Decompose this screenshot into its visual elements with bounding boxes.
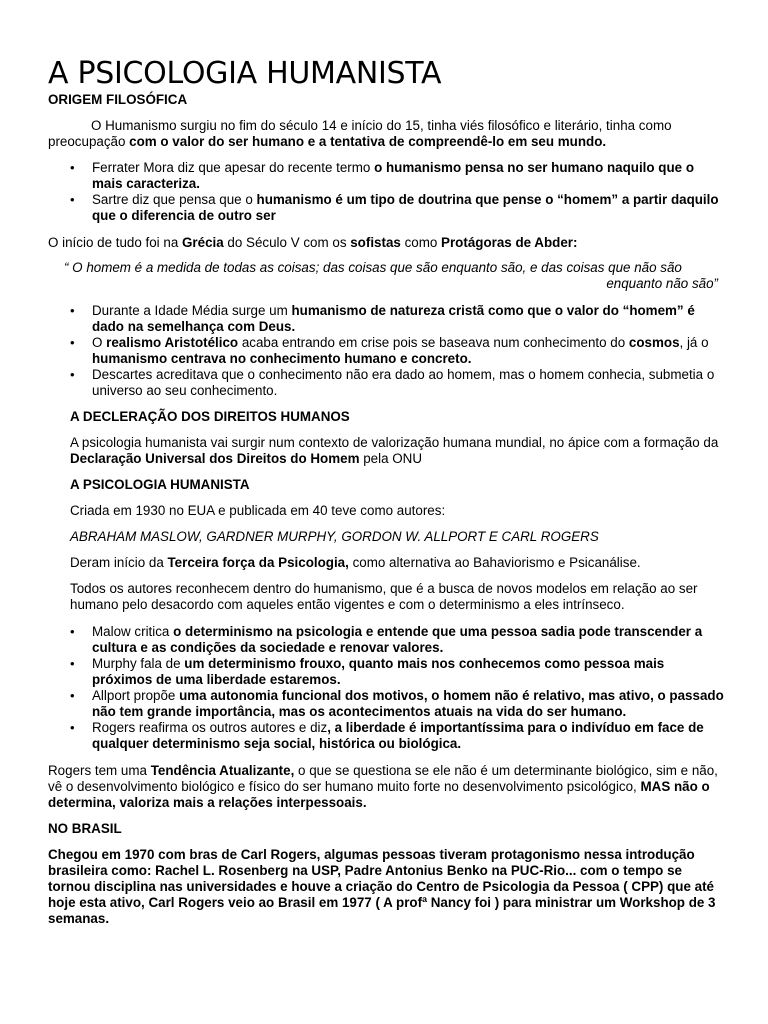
page-title: A PSICOLOGIA HUMANISTA	[48, 56, 442, 91]
bold-text: realismo Aristotélico	[106, 335, 239, 350]
bold-text: Terceira força da Psicologia,	[167, 555, 349, 570]
text: Malow critica	[92, 624, 174, 639]
text: Deram início da	[70, 555, 168, 570]
paragraph-humanismo-intro	[48, 118, 728, 150]
list-item	[48, 335, 728, 367]
bold-text: o determinismo na psicologia e entende que uma pessoa sadia pode transcender a cultura e as condições da sociedade e renovar valores.	[92, 624, 703, 655]
bold-text: com o valor do ser humano e a tentativa de compreendê-lo em seu mundo.	[129, 134, 607, 149]
text: o que se questiona se ele não é um determinante biológico, sim e não, vê o desenvolvimento biológico e físico do ser humano muito forte no desenvolvimento psicológico,	[48, 763, 718, 794]
bold-text: humanismo centrava no conhecimento humano e concreto.	[92, 351, 472, 366]
paragraph-criada: Criada em 1930 no EUA e publicada em 40 teve como autores:	[70, 503, 446, 518]
text: A psicologia humanista vai surgir num contexto de valorização humana mundial, no ápice com a formação da	[70, 435, 719, 450]
bold-text: humanismo é um tipo de doutrina que pense o “homem” a partir daquilo que o diferencia de outro ser	[92, 192, 719, 223]
paragraph-authors: ABRAHAM MASLOW, GARDNER MURPHY, GORDON W. ALLPORT E CARL ROGERS	[70, 529, 599, 544]
bold-text: o humanismo pensa no ser humano naquilo que o mais caracteriza.	[92, 160, 695, 191]
list-item	[48, 367, 728, 399]
paragraph-grecia	[48, 235, 728, 251]
text: do Século V com os	[223, 235, 351, 250]
text: Murphy fala de	[92, 656, 185, 671]
list-item	[48, 688, 728, 720]
list-item	[48, 624, 728, 656]
text: Durante a Idade Média surge um	[92, 303, 292, 318]
text: O Humanismo surgiu no fim do século 14 e início do 15, tinha viés filosófico e literário, tinha como preocupação	[48, 118, 672, 149]
bold-text: Chegou em 1970 com bras de Carl Rogers, algumas pessoas tiveram protagonismo nessa introdução brasileira como: Rachel L. Rosenberg na USP, Padre Antonius Benko na PUC-Rio... com o tempo se tornou disciplina nas universidades e houve a criação do Centro de Psicologia da Pessoa ( CPP) que até hoje esta ativo, Carl Rogers veio ao Brasil em 1977 ( A profª Nancy foi ) para ministrar um Workshop de 3 semanas.	[48, 847, 716, 926]
bullet-list-2	[48, 303, 728, 399]
list-item	[48, 720, 728, 752]
bold-text: uma autonomia funcional dos motivos, o homem não é relativo, mas ativo, o passado não tem grande importância, mas os acontecimentos atuais na vida do ser humano.	[92, 688, 724, 719]
bold-text: Tendência Atualizante,	[150, 763, 295, 778]
bullet-list-3	[48, 624, 728, 752]
quote-protagoras	[48, 260, 728, 292]
bold-text: MAS não o determina, valoriza mais a relações interpessoais.	[48, 779, 710, 810]
bold-text: Grécia	[182, 235, 224, 250]
document-page	[48, 56, 728, 927]
bold-text: cosmos	[628, 335, 680, 350]
text: Descartes acreditava que o conhecimento não era dado ao homem, mas o homem conhecia, submetia o universo ao seu conhecimento.	[92, 367, 715, 398]
heading-no-brasil: NO BRASIL	[48, 821, 122, 836]
quote-line: enquanto não são”	[606, 276, 718, 291]
text: como alternativa ao Bahaviorismo e Psicanálise.	[348, 555, 641, 570]
list-item	[48, 160, 728, 192]
heading-declaracao: A DECLERAÇÃO DOS DIREITOS HUMANOS	[70, 409, 350, 424]
text: Sartre diz que pensa que o	[92, 192, 257, 207]
text: como	[400, 235, 442, 250]
text: Allport propõe	[92, 688, 180, 703]
list-item	[48, 192, 728, 224]
bold-text: humanismo de natureza cristã como que o valor do “homem” é dado na semelhança com Deus.	[92, 303, 695, 334]
text: acaba entrando em crise pois se baseava num conhecimento do	[238, 335, 629, 350]
paragraph-autores: Todos os autores reconhecem dentro do humanismo, que é a busca de novos modelos em relação ao ser humano pelo desacordo com aqueles então vigentes e com o determinismo a eles intrínseco.	[70, 581, 698, 612]
quote-line: “ O homem é a medida de todas as coisas; das coisas que são enquanto são, e das coisas que não são	[64, 260, 682, 275]
list-item	[48, 656, 728, 688]
paragraph-terceira-forca	[70, 555, 728, 571]
paragraph-tendencia	[48, 763, 728, 811]
text: Ferrater Mora diz que apesar do recente termo	[92, 160, 375, 175]
text: Rogers tem uma	[48, 763, 151, 778]
bullet-list-1	[48, 160, 728, 224]
heading-origem: ORIGEM FILOSÓFICA	[48, 92, 188, 107]
text: O	[92, 335, 107, 350]
bold-text: Declaração Universal dos Direitos do Homem	[70, 451, 360, 466]
list-item	[48, 303, 728, 335]
text: pela ONU	[359, 451, 423, 466]
bold-text: Protágoras de Abder:	[441, 235, 578, 250]
text: O início de tudo foi na	[48, 235, 182, 250]
paragraph-brasil	[48, 847, 728, 927]
paragraph-declaracao	[70, 435, 728, 467]
bold-text: , a liberdade é importantíssima para o indivíduo em face de qualquer determinismo seja social, histórica ou biológica.	[92, 720, 704, 751]
heading-psicologia-humanista: A PSICOLOGIA HUMANISTA	[70, 477, 250, 492]
bold-text: sofistas	[350, 235, 401, 250]
bold-text: um determinismo frouxo, quanto mais nos conhecemos como pessoa mais próximos de uma liberdade estaremos.	[92, 656, 665, 687]
text: Rogers reafirma os outros autores e diz	[92, 720, 328, 735]
text: , já o	[679, 335, 709, 350]
section-declaracao	[48, 409, 728, 613]
